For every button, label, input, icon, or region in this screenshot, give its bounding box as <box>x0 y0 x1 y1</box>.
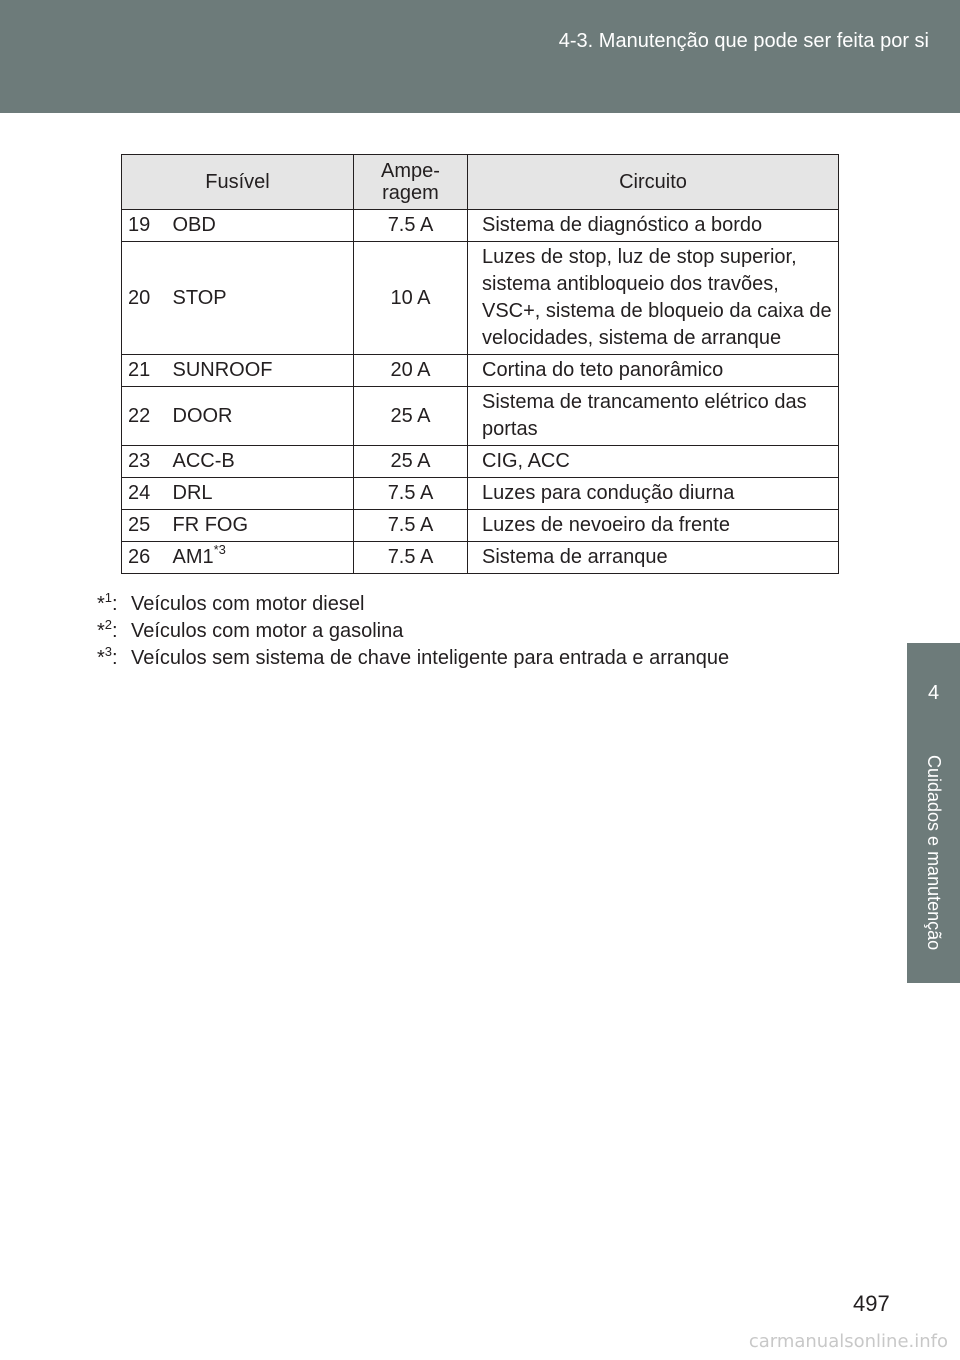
fuse-name <box>167 387 354 446</box>
fuse-circuit: Sistema de arranque <box>468 542 839 574</box>
fuse-amperage: 7.5 A <box>354 542 468 574</box>
fuse-circuit: Luzes para condução diurna <box>468 478 839 510</box>
footnote-marker <box>97 618 131 645</box>
footnote-number: 2 <box>104 617 113 632</box>
fuse-number: 25 <box>122 510 167 542</box>
chapter-title-tab <box>907 743 960 983</box>
fuse-amperage: 25 A <box>354 387 468 446</box>
table-row <box>122 242 839 355</box>
fuse-circuit: Cortina do teto panorâmico <box>468 355 839 387</box>
header-circuit: Circuito <box>468 155 839 210</box>
fuse-name <box>167 510 354 542</box>
chapter-title: Cuidados e manutenção <box>924 755 944 951</box>
fuse-name <box>167 210 354 242</box>
footnote-star: * <box>97 593 105 615</box>
footnote-line <box>97 591 729 618</box>
table-row <box>122 446 839 478</box>
table-row <box>122 387 839 446</box>
fuse-number: 23 <box>122 446 167 478</box>
footnote-marker <box>97 645 131 672</box>
fuse-circuit: Sistema de trancamento elétrico das portas <box>468 387 839 446</box>
footnote-separator: : <box>112 620 118 642</box>
fuse-number: 26 <box>122 542 167 574</box>
table-header-row <box>122 155 839 210</box>
fuse-name <box>167 446 354 478</box>
footnote-text: Veículos sem sistema de chave inteligente para entrada e arranque <box>131 647 730 669</box>
fuse-circuit: CIG, ACC <box>468 446 839 478</box>
watermark: carmanualsonline.info <box>748 1331 948 1352</box>
header-band <box>0 0 960 113</box>
table-row <box>122 355 839 387</box>
fuse-table <box>121 154 839 574</box>
table-row <box>122 478 839 510</box>
footnote-star: * <box>97 620 105 642</box>
fuse-name-text: FR FOG <box>172 514 249 536</box>
fuse-amperage: 10 A <box>354 242 468 355</box>
fuse-name-text: SUNROOF <box>172 359 273 381</box>
section-title: 4-3. Manutenção que pode ser feita por si <box>558 30 929 52</box>
fuse-number: 21 <box>122 355 167 387</box>
fuse-name-text: STOP <box>172 286 227 309</box>
fuse-amperage: 20 A <box>354 355 468 387</box>
fuse-name-text: DOOR <box>172 404 233 427</box>
chapter-number: 4 <box>927 681 940 704</box>
footnote-star: * <box>97 647 105 669</box>
fuse-number: 24 <box>122 478 167 510</box>
table-row <box>122 542 839 574</box>
chapter-number-tab <box>907 643 960 743</box>
fuse-name-text: AM1 <box>172 546 214 568</box>
footnote-separator: : <box>112 647 118 669</box>
fuse-amperage: 7.5 A <box>354 478 468 510</box>
footnote-line <box>97 618 729 645</box>
page-number: 497 <box>853 1291 890 1316</box>
footnote-separator: : <box>112 593 118 615</box>
footnote-text: Veículos com motor diesel <box>131 593 365 615</box>
footnote-marker <box>97 591 131 618</box>
header-amperage-text: Ampe- ragem <box>381 160 440 204</box>
table-row <box>122 510 839 542</box>
fuse-number: 19 <box>122 210 167 242</box>
footnote-text: Veículos com motor a gasolina <box>131 620 404 642</box>
fuse-name <box>167 542 354 574</box>
footnote-number: 3 <box>104 644 113 659</box>
fuse-amperage: 25 A <box>354 446 468 478</box>
footnote-number: 1 <box>104 590 113 605</box>
footnote-line <box>97 645 729 672</box>
fuse-amperage: 7.5 A <box>354 210 468 242</box>
fuse-amperage: 7.5 A <box>354 510 468 542</box>
fuse-name-text: DRL <box>172 482 213 504</box>
fuse-number: 20 <box>122 242 167 355</box>
fuse-name <box>167 242 354 355</box>
fuse-name-text: OBD <box>172 214 216 236</box>
fuse-number: 22 <box>122 387 167 446</box>
fuse-name <box>167 355 354 387</box>
header-fuse: Fusível <box>122 155 354 210</box>
fuse-name <box>167 478 354 510</box>
footnote-reference: *3 <box>213 542 226 557</box>
fuse-circuit: Luzes de nevoeiro da frente <box>468 510 839 542</box>
fuse-circuit: Sistema de diagnóstico a bordo <box>468 210 839 242</box>
fuse-circuit: Luzes de stop, luz de stop superior, sistema antibloqueio dos travões, VSC+, sistema de bloqueio da caixa de velocidades, sistema de arranque <box>468 242 839 355</box>
table-row <box>122 210 839 242</box>
fuse-name-text: ACC-B <box>172 450 235 472</box>
header-amperage <box>354 155 468 210</box>
footnotes <box>97 591 729 672</box>
